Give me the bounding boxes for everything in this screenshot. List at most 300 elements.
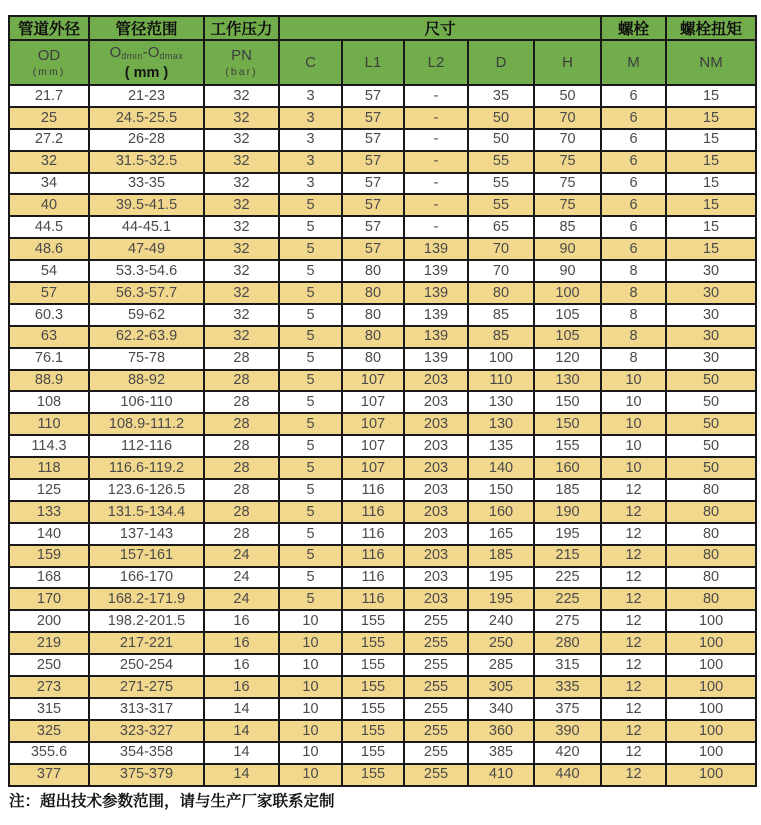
cell: 116 [342,588,404,610]
group-header-od: 管道外径 [9,16,89,40]
cell: 10 [601,370,666,392]
cell: 155 [342,654,404,676]
cell: 313-317 [89,698,204,720]
cell: 116 [342,567,404,589]
cell: 62.2-63.9 [89,326,204,348]
cell: 5 [279,304,342,326]
cell: 203 [404,370,468,392]
cell: 168 [9,567,89,589]
table-row [9,370,756,392]
cell: 8 [601,260,666,282]
cell: 139 [404,260,468,282]
cell: 116.6-119.2 [89,457,204,479]
cell: 10 [279,632,342,654]
group-header-bolt-torque: 螺栓扭矩 [666,16,756,40]
cell: 16 [204,632,279,654]
cell: 255 [404,764,468,786]
cell: 65 [468,216,534,238]
cell: 53.3-54.6 [89,260,204,282]
cell: 88.9 [9,370,89,392]
cell: 203 [404,523,468,545]
cell: 165 [468,523,534,545]
cell: 80 [666,523,756,545]
cell: 57 [342,238,404,260]
cell: 50 [666,391,756,413]
cell: 88-92 [89,370,204,392]
table-row [9,764,756,786]
cell: 34 [9,173,89,195]
cell: 5 [279,238,342,260]
cell: 6 [601,238,666,260]
sub-header-l1: L1 [342,40,404,85]
cell: 32 [204,173,279,195]
cell: 100 [666,654,756,676]
cell: 5 [279,216,342,238]
cell: 12 [601,523,666,545]
cell: 15 [666,173,756,195]
cell: 75 [534,173,601,195]
cell: 105 [534,326,601,348]
cell: 28 [204,435,279,457]
cell: 116 [342,479,404,501]
cell: 137-143 [89,523,204,545]
cell: 8 [601,282,666,304]
cell: 225 [534,567,601,589]
cell: 80 [468,282,534,304]
cell: 139 [404,282,468,304]
cell: 10 [279,720,342,742]
cell: 203 [404,501,468,523]
cell: 100 [666,764,756,786]
table-row [9,457,756,479]
cell: 155 [342,676,404,698]
cell: 28 [204,413,279,435]
cell: 116 [342,523,404,545]
cell: 44-45.1 [89,216,204,238]
cell: 150 [534,413,601,435]
cell: 150 [534,391,601,413]
table-row [9,348,756,370]
table-header [9,16,756,85]
cell: 5 [279,435,342,457]
table-row [9,151,756,173]
cell: 57 [342,216,404,238]
cell: 54 [9,260,89,282]
cell: 5 [279,413,342,435]
cell: 255 [404,720,468,742]
cell: 375-379 [89,764,204,786]
cell: 14 [204,698,279,720]
cell: 10 [279,676,342,698]
cell: 420 [534,742,601,764]
cell: 410 [468,764,534,786]
cell: 12 [601,742,666,764]
cell: 85 [534,216,601,238]
sub-header-h: H [534,40,601,85]
cell: 6 [601,216,666,238]
cell: 155 [342,610,404,632]
cell: 155 [342,720,404,742]
cell: 15 [666,238,756,260]
cell: 271-275 [89,676,204,698]
cell: 155 [342,698,404,720]
cell: 440 [534,764,601,786]
cell: 32 [204,326,279,348]
cell: 16 [204,654,279,676]
cell: 203 [404,435,468,457]
cell: 8 [601,304,666,326]
cell: 225 [534,588,601,610]
cell: 28 [204,348,279,370]
cell: 24.5-25.5 [89,107,204,129]
group-header-pressure: 工作压力 [204,16,279,40]
table-row [9,85,756,107]
cell: 325 [9,720,89,742]
cell: 47-49 [89,238,204,260]
cell: 360 [468,720,534,742]
cell: 21.7 [9,85,89,107]
cell: 50 [666,413,756,435]
cell: 56.3-57.7 [89,282,204,304]
cell: 57 [342,173,404,195]
cell: 30 [666,304,756,326]
table-row [9,194,756,216]
sub-header-c: C [279,40,342,85]
cell: 139 [404,348,468,370]
cell: 48.6 [9,238,89,260]
pn-symbol: PN [231,46,252,64]
table-body [9,85,756,786]
cell: 203 [404,479,468,501]
cell: 285 [468,654,534,676]
cell: 100 [666,610,756,632]
table-row [9,413,756,435]
cell: 355.6 [9,742,89,764]
cell: 130 [468,413,534,435]
cell: 32 [204,107,279,129]
cell: 150 [468,479,534,501]
cell: 3 [279,173,342,195]
table-row [9,720,756,742]
cell: 10 [279,654,342,676]
cell: 135 [468,435,534,457]
cell: 50 [666,435,756,457]
cell: 15 [666,85,756,107]
cell: 203 [404,413,468,435]
cell: 190 [534,501,601,523]
cell: 30 [666,326,756,348]
cell: 198.2-201.5 [89,610,204,632]
cell: 3 [279,151,342,173]
table-row [9,545,756,567]
table-row [9,435,756,457]
range-symbol: Odmin-Odmax [109,44,184,61]
cell: 185 [534,479,601,501]
cell: 24 [204,545,279,567]
range-unit: ( mm ) [124,65,169,81]
cell: 203 [404,457,468,479]
cell: 273 [9,676,89,698]
cell: 108.9-111.2 [89,413,204,435]
cell: 133 [9,501,89,523]
cell: 107 [342,413,404,435]
sub-header-nm: NM [666,40,756,85]
cell: 28 [204,501,279,523]
cell: 28 [204,457,279,479]
cell: 340 [468,698,534,720]
cell: 70 [468,238,534,260]
cell: 5 [279,260,342,282]
cell: 32 [204,129,279,151]
cell: 185 [468,545,534,567]
cell: - [404,107,468,129]
cell: 3 [279,129,342,151]
cell: 130 [534,370,601,392]
cell: 131.5-134.4 [89,501,204,523]
cell: 30 [666,260,756,282]
cell: 219 [9,632,89,654]
cell: 139 [404,304,468,326]
cell: 5 [279,479,342,501]
cell: 100 [534,282,601,304]
cell: 5 [279,457,342,479]
cell: 105 [534,304,601,326]
cell: 160 [468,501,534,523]
cell: 12 [601,676,666,698]
cell: 90 [534,260,601,282]
table-row [9,391,756,413]
cell: 32 [204,216,279,238]
cell: 10 [601,435,666,457]
cell: 255 [404,676,468,698]
cell: 255 [404,742,468,764]
cell: 80 [342,326,404,348]
cell: 31.5-32.5 [89,151,204,173]
group-header-row [9,16,756,40]
cell: 112-116 [89,435,204,457]
cell: 118 [9,457,89,479]
cell: - [404,151,468,173]
cell: 106-110 [89,391,204,413]
table-row [9,698,756,720]
cell: 12 [601,610,666,632]
cell: 5 [279,348,342,370]
cell: 255 [404,632,468,654]
cell: 6 [601,151,666,173]
table-row [9,173,756,195]
table-row [9,632,756,654]
cell: 57 [342,151,404,173]
cell: 6 [601,107,666,129]
cell: 70 [468,260,534,282]
cell: 12 [601,588,666,610]
table-row [9,742,756,764]
cell: 80 [666,567,756,589]
cell: 15 [666,129,756,151]
cell: 100 [666,720,756,742]
cell: 32 [204,85,279,107]
footer-note: 注：超出技术参数范围，请与生产厂家联系定制 [9,793,335,810]
cell: 39.5-41.5 [89,194,204,216]
cell: 240 [468,610,534,632]
cell: 110 [468,370,534,392]
cell: 195 [534,523,601,545]
cell: 75 [534,194,601,216]
cell: - [404,85,468,107]
cell: - [404,216,468,238]
table-row [9,282,756,304]
cell: 50 [666,457,756,479]
sub-header-od [9,40,89,85]
cell: 107 [342,435,404,457]
cell: 166-170 [89,567,204,589]
cell: 217-221 [89,632,204,654]
cell: 155 [342,764,404,786]
table-row [9,523,756,545]
table-row [9,216,756,238]
cell: 28 [204,523,279,545]
cell: 155 [534,435,601,457]
cell: 40 [9,194,89,216]
cell: 6 [601,194,666,216]
cell: 80 [342,260,404,282]
cell: 80 [666,545,756,567]
cell: 354-358 [89,742,204,764]
cell: 85 [468,304,534,326]
cell: 50 [468,129,534,151]
cell: 10 [601,457,666,479]
cell: 12 [601,698,666,720]
cell: 14 [204,764,279,786]
cell: 114.3 [9,435,89,457]
cell: 130 [468,391,534,413]
table-row [9,567,756,589]
cell: 30 [666,348,756,370]
cell: 14 [204,720,279,742]
sub-header-m: M [601,40,666,85]
cell: 12 [601,479,666,501]
table-row [9,238,756,260]
table-row [9,479,756,501]
cell: 140 [9,523,89,545]
od-unit: (mm) [32,65,66,78]
group-header-bolt: 螺栓 [601,16,666,40]
cell: 50 [468,107,534,129]
cell: 32 [204,194,279,216]
cell: 28 [204,370,279,392]
cell: 390 [534,720,601,742]
group-header-range: 管径范围 [89,16,204,40]
cell: 35 [468,85,534,107]
cell: 250 [9,654,89,676]
cell: - [404,173,468,195]
table-row [9,304,756,326]
cell: 57 [9,282,89,304]
cell: 120 [534,348,601,370]
cell: 215 [534,545,601,567]
table-row [9,588,756,610]
cell: 26-28 [89,129,204,151]
cell: 305 [468,676,534,698]
table-row [9,501,756,523]
cell: 90 [534,238,601,260]
cell: 108 [9,391,89,413]
cell: 323-327 [89,720,204,742]
cell: 57 [342,85,404,107]
cell: 32 [204,304,279,326]
table-row [9,326,756,348]
cell: 10 [279,764,342,786]
sub-header-range [89,40,204,85]
cell: 30 [666,282,756,304]
cell: 139 [404,326,468,348]
cell: 80 [666,479,756,501]
table-row [9,610,756,632]
cell: 32 [9,151,89,173]
od-symbol: OD [37,46,61,64]
cell: 200 [9,610,89,632]
cell: 255 [404,610,468,632]
cell: 315 [9,698,89,720]
cell: 80 [666,588,756,610]
cell: 50 [534,85,601,107]
cell: 12 [601,501,666,523]
pn-unit: (bar) [225,65,258,78]
table-row [9,676,756,698]
cell: 5 [279,501,342,523]
cell: 385 [468,742,534,764]
cell: 76.1 [9,348,89,370]
cell: 60.3 [9,304,89,326]
cell: 250 [468,632,534,654]
cell: 155 [342,742,404,764]
cell: 57 [342,194,404,216]
cell: 6 [601,85,666,107]
pipe-spec-table [8,15,757,787]
cell: 28 [204,479,279,501]
cell: 70 [534,129,601,151]
cell: 27.2 [9,129,89,151]
cell: 5 [279,370,342,392]
cell: 107 [342,370,404,392]
cell: 140 [468,457,534,479]
cell: 63 [9,326,89,348]
cell: 12 [601,764,666,786]
cell: 32 [204,260,279,282]
cell: 70 [534,107,601,129]
cell: 5 [279,194,342,216]
cell: 5 [279,282,342,304]
cell: 195 [468,567,534,589]
cell: 10 [279,610,342,632]
cell: 32 [204,238,279,260]
cell: 3 [279,85,342,107]
cell: 123.6-126.5 [89,479,204,501]
sub-header-d: D [468,40,534,85]
cell: 203 [404,391,468,413]
cell: 157-161 [89,545,204,567]
group-header-dimensions: 尺寸 [279,16,601,40]
cell: 80 [342,304,404,326]
cell: 57 [342,107,404,129]
cell: 12 [601,654,666,676]
cell: 170 [9,588,89,610]
cell: 55 [468,194,534,216]
cell: 10 [601,413,666,435]
cell: 15 [666,216,756,238]
sub-header-pn [204,40,279,85]
cell: 116 [342,501,404,523]
